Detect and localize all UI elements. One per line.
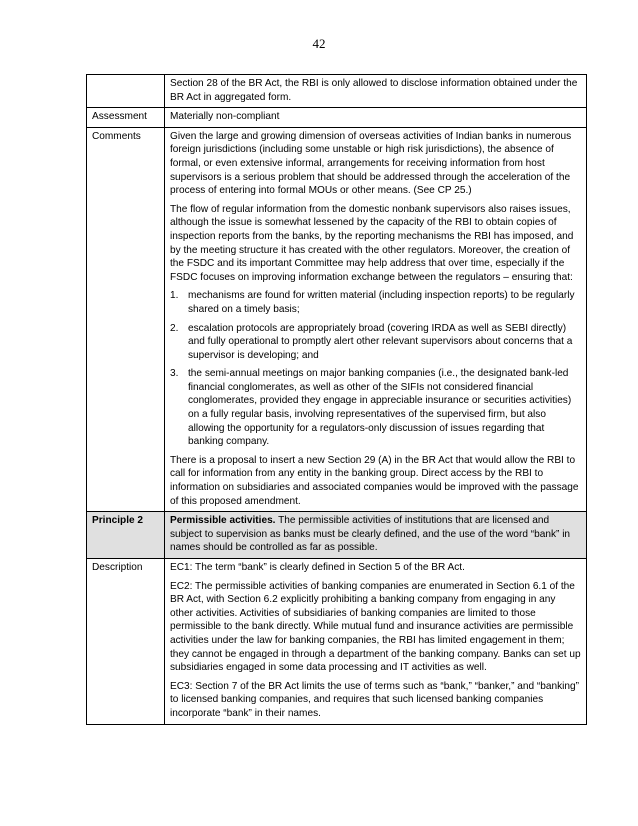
table-row bbox=[87, 127, 587, 511]
table-row bbox=[87, 75, 587, 108]
comments-list bbox=[170, 289, 581, 449]
list-item-number: 2. bbox=[170, 322, 179, 334]
list-item-number: 3. bbox=[170, 368, 179, 380]
list-item-number: 1. bbox=[170, 290, 179, 302]
list-item-text: the semi-annual meetings on major banking companies (i.e., the designated bank-led financial conglomerates, as well as other of the SIFIs not considered financial conglomerates, provided they engage in appreciable insurance or securities activities) on a fully regular basis, involving representatives of the supervised firm, but also allowing the opportunity for a regulators-only discussion of issues regarding that banking company. bbox=[188, 368, 572, 448]
assessment-value: Materially non-compliant bbox=[165, 108, 587, 128]
list-item-text: escalation protocols are appropriately broad (covering IRDA as well as SEBI directly) and fully operational to promptly alert other relevant supervisors about concerns that a supervisor is developing; and bbox=[188, 322, 573, 361]
comments-paragraph-1: Given the large and growing dimension of overseas activities of Indian banks in numerous foreign jurisdictions (including some unstable or high risk jurisdictions), the absence of formal, or even extensive informal, arrangements for receiving information from host supervisors is a serious problem that should be addressed through the acceleration of the process of entering into formal MOUs or other means. (See CP 25.) bbox=[170, 130, 572, 197]
assessment-label: Assessment bbox=[87, 108, 165, 128]
description-ec2: EC2: The permissible activities of banking companies are enumerated in Section 6.1 of the BR Act, with Section 6.2 explicitly prohibiting a banking company from engaging in any other activities. Activities of subsidiaries of banking companies are limited to those permissible to the bank directly. While mutual fund and insurance activities are permissible activities under the law for banking companies, the RBI has limited engagement in them; they cannot be engaged in through a department of the banking company. Banks can set up subsidiaries engaged in some data processing and IT activities as well. bbox=[170, 580, 581, 674]
list-item-text: mechanisms are found for written material (including inspection reports) to be regularly shared on a timely basis; bbox=[188, 290, 575, 315]
comments-label: Comments bbox=[87, 127, 165, 511]
assessment-table bbox=[86, 74, 587, 725]
principle-cell bbox=[165, 512, 587, 559]
comments-paragraph-3: There is a proposal to insert a new Section 29 (A) in the BR Act that would allow the RBI to call for information from any entity in the banking group. Direct access by the RBI to information on subsidiaries and associated companies would be improved with the passage of this proposed amendment. bbox=[170, 454, 579, 507]
description-ec1: EC1: The term “bank” is clearly defined in Section 5 of the BR Act. bbox=[170, 562, 465, 573]
continuation-text: Section 28 of the BR Act, the RBI is only allowed to disclose information obtained under the BR Act in aggregated form. bbox=[170, 78, 578, 103]
principle-body: The permissible activities of institutions that are licensed and subject to supervision as banks must be clearly defined, and the use of the word “bank” in names should be controlled as far as possible. bbox=[170, 515, 571, 554]
table-row bbox=[87, 559, 587, 725]
description-label: Description bbox=[87, 559, 165, 725]
principle-label: Principle 2 bbox=[87, 512, 165, 559]
continuation-cell bbox=[165, 75, 587, 108]
page-number: 42 bbox=[312, 36, 326, 51]
list-item bbox=[170, 289, 581, 316]
comments-paragraph-2: The flow of regular information from the domestic nonbank supervisors also raises issues, although the issue is somewhat lessened by the capacity of the RBI to obtain copies of inspection reports from the banks, by the reporting mechanisms the RBI has imposed, and by the meeting structure it has created with the other regulators. Moreover, the creation of the FSDC and its important Committee may help address that over time, especially if the FSDC focuses on improving information exchange between the regulators – ensuring that: bbox=[170, 203, 574, 283]
empty-label-cell bbox=[87, 75, 165, 108]
list-item bbox=[170, 367, 581, 449]
description-ec3: EC3: Section 7 of the BR Act limits the use of terms such as “bank,” “banker,” and “banking” to licensed banking companies, and requires that such licensed banking companies incorporate “bank” in their names. bbox=[170, 680, 579, 719]
principle-row bbox=[87, 512, 587, 559]
comments-cell bbox=[165, 127, 587, 511]
description-cell bbox=[165, 559, 587, 725]
table-row bbox=[87, 108, 587, 128]
principle-text bbox=[170, 514, 581, 555]
list-item bbox=[170, 322, 581, 363]
principle-title: Permissible activities. bbox=[170, 515, 276, 527]
